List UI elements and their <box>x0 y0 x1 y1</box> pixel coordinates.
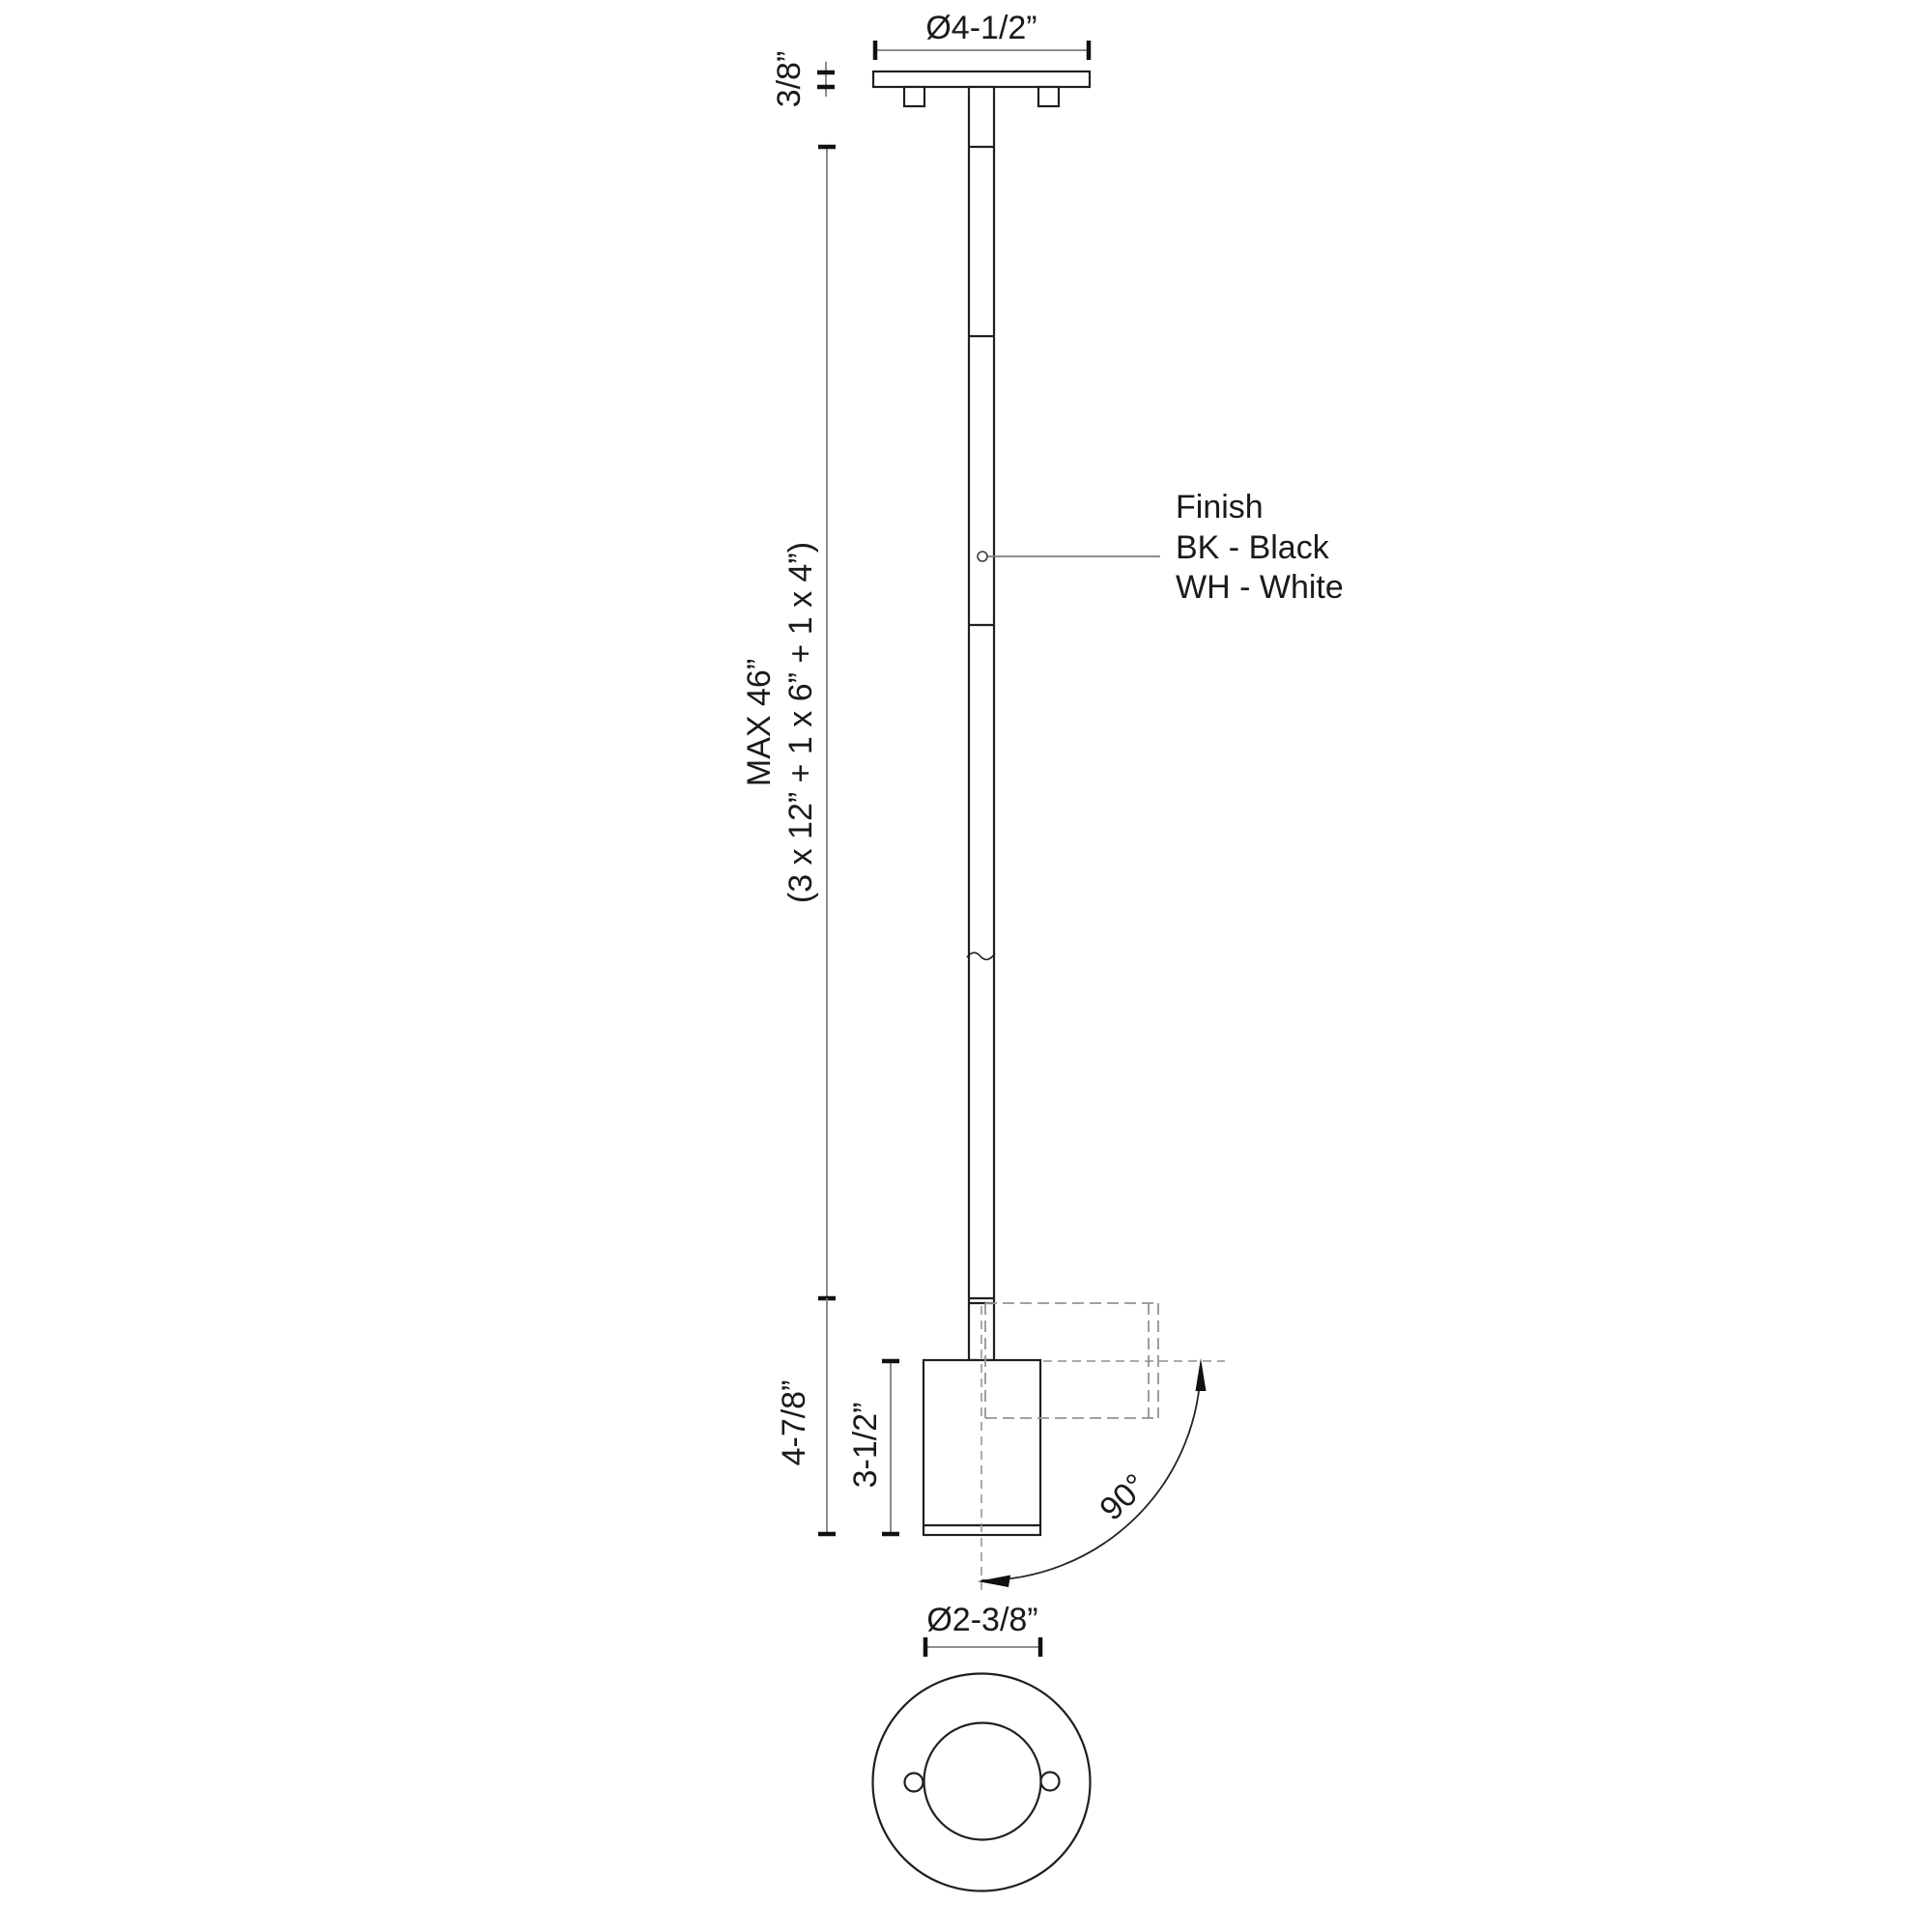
stem-max-label: MAX 46” <box>741 658 778 787</box>
bottom-view <box>873 1602 1091 1891</box>
drop-height-label: 4-7/8” <box>776 1379 812 1466</box>
finish-heading: Finish <box>1176 489 1264 526</box>
finish-note <box>978 489 1344 606</box>
rotation-angle-label: 90° <box>1093 1466 1154 1528</box>
dim-canopy-thickness <box>771 51 835 108</box>
side-view <box>741 10 1344 1594</box>
dim-drop-height <box>776 1298 836 1534</box>
dim-canopy-diameter <box>875 10 1089 60</box>
mounting-screw-left-icon <box>905 1774 923 1792</box>
stem-segments-label: (3 x 12” + 1 x 6” + 1 x 4”) <box>782 541 819 904</box>
arc-arrowhead-up-icon <box>1196 1358 1207 1391</box>
dim-head-height <box>847 1361 899 1534</box>
canopy-plate <box>873 71 1090 87</box>
mounting-screw-right-icon <box>1041 1773 1060 1791</box>
canopy-screw-lug-right <box>1038 87 1059 106</box>
head-height-label: 3-1/2” <box>847 1402 884 1489</box>
dim-stem-length <box>741 147 836 1298</box>
head-outline-circle <box>924 1723 1041 1840</box>
canopy-diameter-label: Ø4-1/2” <box>925 10 1037 46</box>
canopy-thickness-label: 3/8” <box>771 50 808 108</box>
arc-arrowhead-left-icon <box>978 1576 1010 1588</box>
dim-head-diameter <box>925 1602 1040 1657</box>
stem-rod <box>969 87 994 1360</box>
finish-option-white: WH - White <box>1176 569 1344 606</box>
leader-attach-circle-icon <box>978 552 987 561</box>
finish-option-black: BK - Black <box>1176 529 1329 566</box>
head-diameter-label: Ø2-3/8” <box>926 1602 1038 1638</box>
canopy-screw-lug-left <box>904 87 924 106</box>
